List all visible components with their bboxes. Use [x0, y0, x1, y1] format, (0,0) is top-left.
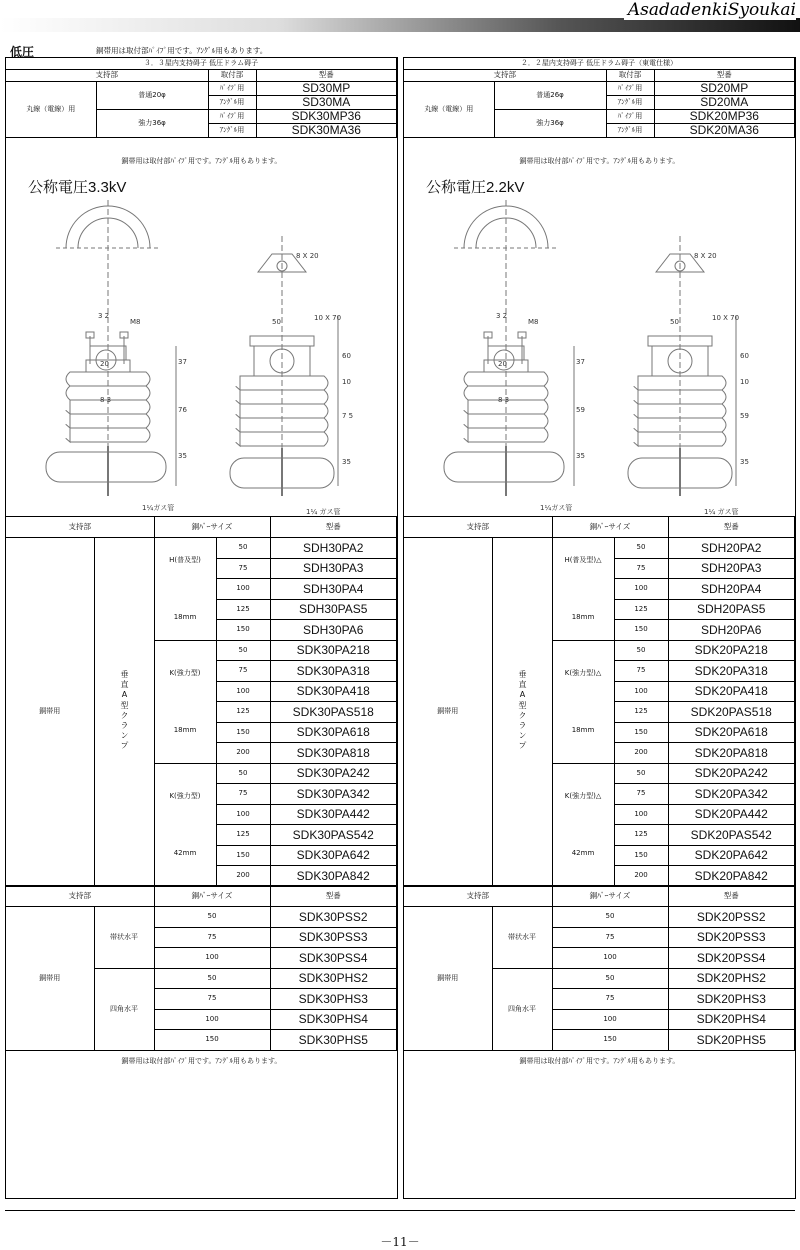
bar-size: 150 [614, 845, 668, 866]
footer-rule [5, 1210, 795, 1211]
normal-label: 普通26φ [494, 81, 606, 109]
model-number: SDK30PSS3 [270, 927, 397, 948]
model-number: SDH30PA2 [270, 538, 397, 559]
bar-size: 100 [216, 804, 270, 825]
clamp-width-label: 42mm [571, 848, 595, 857]
model-number: SDH20PA6 [668, 620, 795, 641]
bar-size: 150 [216, 722, 270, 743]
horizontal-table [6, 885, 397, 1051]
bar-size: 100 [216, 681, 270, 702]
clamp-type-cell [552, 640, 614, 763]
header-bar-size: 銅ﾊﾞｰサイズ [154, 886, 270, 907]
horizontal-type-label: 四角水平 [94, 968, 154, 1050]
dimension-label: 50 [272, 318, 281, 326]
dimension-label: 20 [100, 360, 109, 368]
model-number: SDK20MA36 [654, 123, 795, 137]
bottom-note: 銅帯用は取付部ﾊﾟｲﾌﾟ用です。ｱﾝｸﾞﾙ用もあります。 [121, 1057, 282, 1065]
angle-label: ｱﾝｸﾞﾙ用 [208, 123, 256, 137]
voltage-label: 公称電圧3.3kV [28, 179, 127, 196]
dimension-label: 37 [178, 358, 187, 366]
dimension-label: 10 X 70 [712, 314, 740, 322]
clamp-width-label: 18mm [571, 612, 595, 621]
bar-size: 50 [154, 968, 270, 989]
header-bar-size: 銅ﾊﾞｰサイズ [154, 517, 270, 538]
bar-size: 150 [154, 1030, 270, 1051]
model-number: SD30MP [256, 81, 397, 95]
bar-size: 50 [552, 968, 668, 989]
pipe-label: ﾊﾟｲﾌﾟ用 [606, 109, 654, 123]
bar-size: 125 [216, 702, 270, 723]
header-model: 型番 [668, 517, 795, 538]
clamp-type-cell [154, 640, 216, 763]
model-number: SD20MP [654, 81, 795, 95]
vertical-clamp-label [94, 538, 154, 887]
clamp-width-label: 42mm [173, 848, 197, 857]
bar-size: 100 [614, 804, 668, 825]
model-number: SDK20PSS3 [668, 927, 795, 948]
clamp-width-label: 18mm [173, 725, 197, 734]
dimension-label: 3 2 [496, 312, 508, 320]
bar-size: 150 [552, 1030, 668, 1051]
model-number: SDK20PHS3 [668, 989, 795, 1010]
clamp-table [404, 516, 795, 887]
header-model: 型番 [256, 69, 397, 81]
model-number: SDK30PA642 [270, 845, 397, 866]
bar-size: 75 [614, 558, 668, 579]
model-number: SDK20PHS2 [668, 968, 795, 989]
bar-size: 200 [216, 743, 270, 764]
model-number: SDK30PSS2 [270, 907, 397, 928]
model-number: SDK30MP36 [256, 109, 397, 123]
model-number: SDK30PA442 [270, 804, 397, 825]
dimension-label: 10 [740, 378, 749, 386]
model-number: SDH20PA3 [668, 558, 795, 579]
dimension-label: 76 [178, 406, 187, 414]
section-title: 低圧 [10, 45, 35, 59]
header-model: 型番 [668, 886, 795, 907]
dimension-label: 35 [576, 452, 585, 460]
model-number: SDK20PA242 [668, 763, 795, 784]
dimension-label: 59 [576, 406, 585, 414]
dimension-label: 37 [576, 358, 585, 366]
insulator-drawing [424, 196, 784, 516]
angle-label: ｱﾝｸﾞﾙ用 [208, 95, 256, 109]
bar-size: 200 [614, 866, 668, 887]
model-number: SDK20PA218 [668, 640, 795, 661]
bar-size: 200 [614, 743, 668, 764]
model-number: SDK30PA318 [270, 661, 397, 682]
clamp-type-label: K(強力型)△ [564, 791, 602, 800]
horizontal-type-label: 四角水平 [492, 968, 552, 1050]
angle-label: ｱﾝｸﾞﾙ用 [606, 123, 654, 137]
dimension-label: 8 X 20 [694, 252, 717, 260]
panel-title: ３．３屋内支持碍子 低圧ドラム碍子 [6, 58, 397, 69]
dimension-label: 50 [670, 318, 679, 326]
clamp-type-cell [552, 538, 614, 641]
model-number: SDK20PSS4 [668, 948, 795, 969]
insulator-drawing [26, 196, 386, 516]
bar-size: 150 [216, 845, 270, 866]
bar-size: 50 [614, 763, 668, 784]
model-number: SDK20PAS542 [668, 825, 795, 846]
model-number: SDH30PA6 [270, 620, 397, 641]
model-number: SDK20PA618 [668, 722, 795, 743]
pipe-label: ﾊﾟｲﾌﾟ用 [606, 81, 654, 95]
bar-size: 200 [216, 866, 270, 887]
model-number: SDK20PA442 [668, 804, 795, 825]
model-number: SDH30PA4 [270, 579, 397, 600]
bar-size: 125 [614, 599, 668, 620]
bar-size: 75 [614, 784, 668, 805]
dimension-label: 8 3 [498, 396, 510, 404]
copper-band-label: 銅帯用 [404, 907, 492, 1051]
bar-size: 75 [614, 661, 668, 682]
model-number: SDK20PA342 [668, 784, 795, 805]
model-number: SDK20PHS4 [668, 1009, 795, 1030]
model-number: SDK30PA418 [270, 681, 397, 702]
clamp-type-label: H(普及型) [169, 555, 201, 564]
bottom-note: 銅帯用は取付部ﾊﾟｲﾌﾟ用です。ｱﾝｸﾞﾙ用もあります。 [519, 1057, 680, 1065]
model-number: SD20MA [654, 95, 795, 109]
dimension-label: M8 [130, 318, 141, 326]
header-bar-size: 銅ﾊﾞｰサイズ [552, 886, 668, 907]
brand-name: AsadadenkiSyoukai [624, 0, 796, 20]
model-number: SDH20PA4 [668, 579, 795, 600]
model-number: SDK30PAS518 [270, 702, 397, 723]
bar-size: 75 [154, 927, 270, 948]
header-support: 支持部 [6, 517, 154, 538]
dimension-label: 20 [498, 360, 507, 368]
model-number: SDH20PA2 [668, 538, 795, 559]
clamp-type-label: K(強力型) [169, 668, 201, 677]
dimension-label: 35 [740, 458, 749, 466]
mount-note: 銅帯用は取付部ﾊﾟｲﾌﾟ用です。ｱﾝｸﾞﾙ用もあります。 [121, 157, 282, 165]
dimension-label: 10 X 70 [314, 314, 342, 322]
clamp-type-label: K(強力型)△ [564, 668, 602, 677]
pipe-label: ﾊﾟｲﾌﾟ用 [208, 109, 256, 123]
model-number: SDK20PA818 [668, 743, 795, 764]
bar-size: 100 [552, 948, 668, 969]
clamp-width-label: 18mm [571, 725, 595, 734]
bar-size: 100 [216, 579, 270, 600]
model-number: SDK20MP36 [654, 109, 795, 123]
horizontal-type-label: 帯状水平 [492, 907, 552, 969]
dimension-label: 35 [342, 458, 351, 466]
dimension-label: 3 2 [98, 312, 110, 320]
bar-size: 75 [552, 927, 668, 948]
clamp-width-label: 18mm [173, 612, 197, 621]
model-number: SDK30PHS3 [270, 989, 397, 1010]
mounting-table [6, 58, 397, 138]
header-mount: 取付部 [208, 69, 256, 81]
mounting-table [404, 58, 795, 138]
model-number: SDH30PAS5 [270, 599, 397, 620]
bar-size: 100 [552, 1009, 668, 1030]
angle-label: ｱﾝｸﾞﾙ用 [606, 95, 654, 109]
dimension-label: 59 [740, 412, 749, 420]
bar-size: 50 [216, 538, 270, 559]
horizontal-table [404, 885, 795, 1051]
bar-size: 50 [154, 907, 270, 928]
strong-label: 強力36φ [494, 109, 606, 137]
model-number: SDK20PAS518 [668, 702, 795, 723]
panel-3-3kv [5, 57, 398, 1199]
dimension-label: M8 [528, 318, 539, 326]
header-support: 支持部 [6, 886, 154, 907]
copper-band-label: 銅帯用 [6, 538, 94, 887]
header-model: 型番 [654, 69, 795, 81]
horizontal-type-label: 帯状水平 [94, 907, 154, 969]
bar-size: 100 [614, 579, 668, 600]
voltage-label: 公称電圧2.2kV [426, 179, 525, 196]
bar-size: 75 [216, 661, 270, 682]
conductor-label: 丸線（電線）用 [404, 81, 494, 137]
header-model: 型番 [270, 517, 397, 538]
header-support: 支持部 [404, 517, 552, 538]
bar-size: 100 [154, 948, 270, 969]
model-number: SD30MA [256, 95, 397, 109]
bar-size: 100 [154, 1009, 270, 1030]
bar-size: 50 [614, 538, 668, 559]
model-number: SDK30PAS542 [270, 825, 397, 846]
model-number: SDK30PA242 [270, 763, 397, 784]
clamp-type-cell [552, 763, 614, 886]
dimension-label: 1¼ガス管 [540, 504, 573, 512]
normal-label: 普通20φ [96, 81, 208, 109]
bar-size: 75 [216, 558, 270, 579]
conductor-label: 丸線（電線）用 [6, 81, 96, 137]
bar-size: 50 [552, 907, 668, 928]
bar-size: 50 [216, 640, 270, 661]
dimension-label: 1¼ ガス管 [306, 508, 341, 516]
model-number: SDH20PAS5 [668, 599, 795, 620]
bar-size: 50 [216, 763, 270, 784]
model-number: SDK20PSS2 [668, 907, 795, 928]
model-number: SDK20PA318 [668, 661, 795, 682]
bar-size: 75 [216, 784, 270, 805]
bar-size: 75 [154, 989, 270, 1010]
model-number: SDK20PA842 [668, 866, 795, 887]
clamp-type-cell [154, 763, 216, 886]
header-support: 支持部 [6, 69, 208, 81]
dimension-label: 1¼ガス管 [142, 504, 175, 512]
clamp-table [6, 516, 397, 887]
model-number: SDK30PHS5 [270, 1030, 397, 1051]
bar-size: 125 [216, 825, 270, 846]
header-gradient-bar [0, 18, 800, 32]
header-support: 支持部 [404, 69, 606, 81]
model-number: SDK30PA218 [270, 640, 397, 661]
dimension-label: 60 [342, 352, 351, 360]
model-number: SDK20PA642 [668, 845, 795, 866]
header-mount: 取付部 [606, 69, 654, 81]
vertical-clamp-text: 垂直A型クランプ [120, 670, 129, 752]
pipe-label: ﾊﾟｲﾌﾟ用 [208, 81, 256, 95]
header-support: 支持部 [404, 886, 552, 907]
model-number: SDK20PHS5 [668, 1030, 795, 1051]
vertical-clamp-text: 垂直A型クランプ [518, 670, 527, 752]
bar-size: 50 [614, 640, 668, 661]
strong-label: 強力36φ [96, 109, 208, 137]
bar-size: 125 [614, 825, 668, 846]
page-number: －11－ [380, 1235, 420, 1249]
panel-title: ２．２屋内支持碍子 低圧ドラム碍子（東電仕様） [404, 58, 795, 69]
model-number: SDK30PA342 [270, 784, 397, 805]
model-number: SDK30PA618 [270, 722, 397, 743]
header-model: 型番 [270, 886, 397, 907]
model-number: SDK30PSS4 [270, 948, 397, 969]
dimension-label: 1¼ ガス管 [704, 508, 739, 516]
dimension-label: 35 [178, 452, 187, 460]
dimension-label: 60 [740, 352, 749, 360]
model-number: SDK30PA842 [270, 866, 397, 887]
model-number: SDH30PA3 [270, 558, 397, 579]
clamp-type-cell [154, 538, 216, 641]
mount-note: 銅帯用は取付部ﾊﾟｲﾌﾟ用です。ｱﾝｸﾞﾙ用もあります。 [519, 157, 680, 165]
model-number: SDK30PHS4 [270, 1009, 397, 1030]
model-number: SDK30PA818 [270, 743, 397, 764]
bar-size: 100 [614, 681, 668, 702]
bar-size: 150 [614, 722, 668, 743]
clamp-type-label: H(普及型)△ [564, 555, 602, 564]
bar-size: 125 [216, 599, 270, 620]
model-number: SDK20PA418 [668, 681, 795, 702]
header-bar-size: 銅ﾊﾞｰサイズ [552, 517, 668, 538]
copper-band-label: 銅帯用 [404, 538, 492, 887]
dimension-label: 8 X 20 [296, 252, 319, 260]
clamp-type-label: K(強力型) [169, 791, 201, 800]
panel-2-2kv [403, 57, 796, 1199]
dimension-label: 10 [342, 378, 351, 386]
bar-size: 150 [216, 620, 270, 641]
bar-size: 75 [552, 989, 668, 1010]
bar-size: 150 [614, 620, 668, 641]
model-number: SDK30MA36 [256, 123, 397, 137]
bar-size: 125 [614, 702, 668, 723]
dimension-label: 7 5 [342, 412, 354, 420]
dimension-label: 8 3 [100, 396, 112, 404]
copper-band-label: 銅帯用 [6, 907, 94, 1051]
vertical-clamp-label [492, 538, 552, 887]
model-number: SDK30PHS2 [270, 968, 397, 989]
top-note: 銅帯用は取付部ﾊﾟｲﾌﾟ用です。ｱﾝｸﾞﾙ用もあります。 [96, 46, 268, 55]
